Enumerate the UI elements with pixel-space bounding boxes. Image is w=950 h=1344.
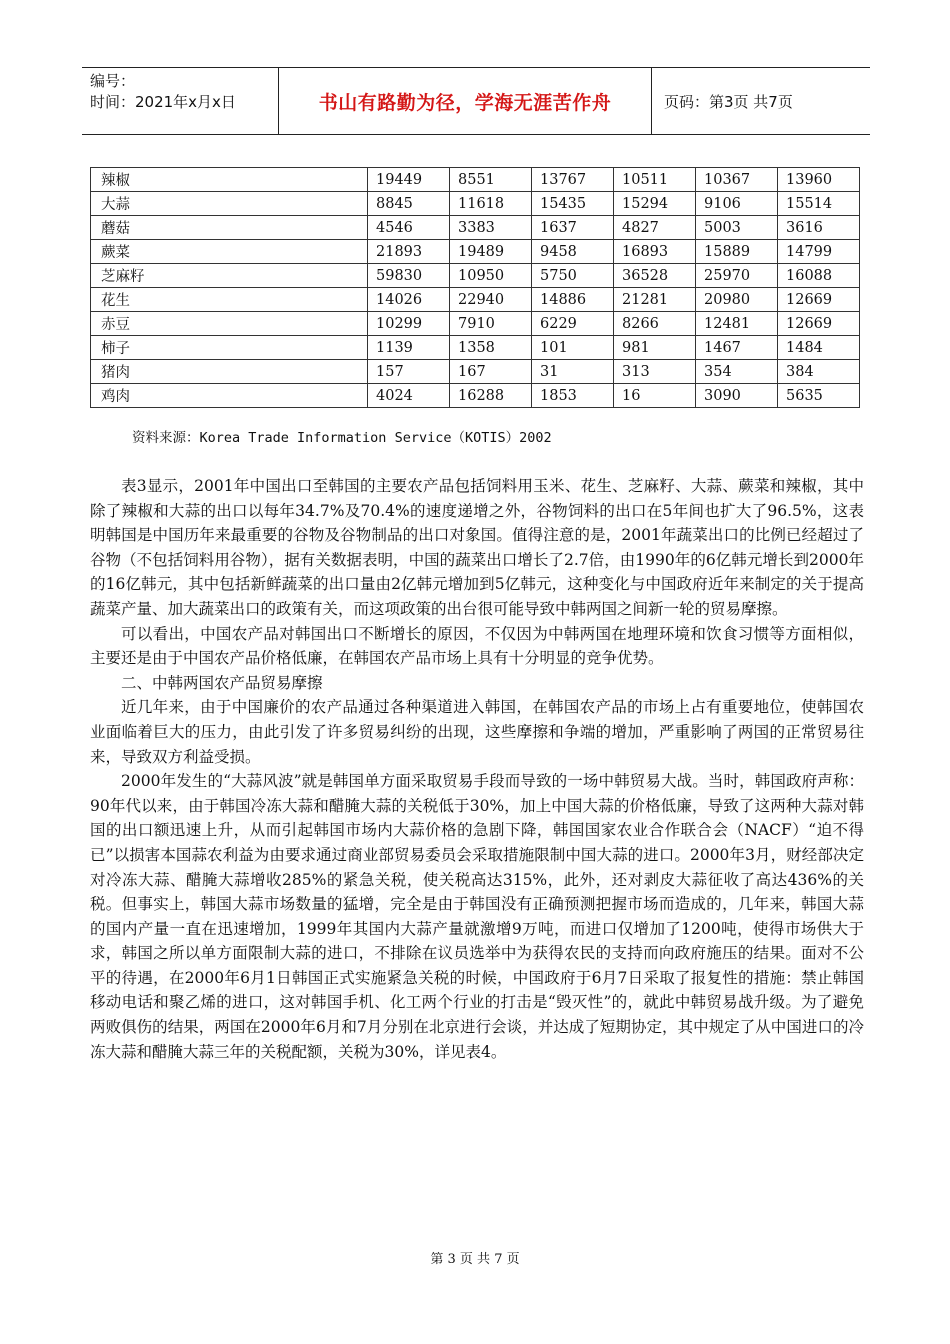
value-cell: 1358: [450, 336, 532, 360]
value-cell: 19489: [450, 240, 532, 264]
value-cell: 981: [614, 336, 696, 360]
paragraph: 表3显示，2001年中国出口至韩国的主要农产品包括饲料用玉米、花生、芝麻籽、大蒜、蕨菜和辣椒，其中除了辣椒和大蒜的出口以每年34.7%及70.4%的速度递增之外，谷物饲料的出口在5年间也扩大了96.5%，这表明韩国是中国历年来最重要的谷物及谷物制品的出口对象国。值得注意的是，2001年蔬菜出口的比例已经超过了谷物（不包括饲料用谷物），据有关数据表明，中国的蔬菜出口增长了2.7倍，由1990年的6亿韩元增长到2000年的16亿韩元，其中包括新鲜蔬菜的出口量由2亿韩元增加到5亿韩元，这种变化与中国政府近年来制定的关于提高蔬菜产量、加大蔬菜出口的政策有关，而这项政策的出台很可能导致中韩两国之间新一轮的贸易摩擦。: [90, 477, 864, 618]
paragraph: 可以看出，中国农产品对韩国出口不断增长的原因，不仅因为中韩两国在地理环境和饮食习惯等方面相似，主要还是由于中国农产品价格低廉，在韩国农产品市场上具有十分明显的竞争优势。: [90, 624, 864, 668]
value-cell: 3616: [778, 216, 860, 240]
table-row: [91, 288, 860, 312]
value-cell: 9106: [696, 192, 778, 216]
value-cell: 8551: [450, 168, 532, 192]
product-name-cell: 蘑菇: [91, 216, 368, 240]
value-cell: 101: [532, 336, 614, 360]
header-page-number: 页码：第3页 共7页: [664, 92, 793, 111]
value-cell: 384: [778, 360, 860, 384]
table-row: [91, 168, 860, 192]
doc-number-label: 编号：: [90, 72, 136, 90]
table-row: [91, 216, 860, 240]
value-cell: 3383: [450, 216, 532, 240]
value-cell: 313: [614, 360, 696, 384]
value-cell: 13767: [532, 168, 614, 192]
value-cell: 20980: [696, 288, 778, 312]
paragraph: 近几年来，由于中国廉价的农产品通过各种渠道进入韩国，在韩国农产品的市场上占有重要地位，使韩国农业面临着巨大的压力，由此引发了许多贸易纠纷的出现，这些摩擦和争端的增加，严重影响了两国的正常贸易往来，导致双方利益受损。: [90, 698, 864, 766]
value-cell: 14799: [778, 240, 860, 264]
value-cell: 5003: [696, 216, 778, 240]
value-cell: 59830: [368, 264, 450, 288]
value-cell: 11618: [450, 192, 532, 216]
value-cell: 25970: [696, 264, 778, 288]
product-name-cell: 辣椒: [91, 168, 368, 192]
value-cell: 14026: [368, 288, 450, 312]
table-row: [91, 264, 860, 288]
value-cell: 354: [696, 360, 778, 384]
product-name-cell: 蕨菜: [91, 240, 368, 264]
value-cell: 4827: [614, 216, 696, 240]
page-footer: 第 3 页 共 7 页: [430, 1252, 520, 1267]
value-cell: 15435: [532, 192, 614, 216]
product-name-cell: 柿子: [91, 336, 368, 360]
table-row: [91, 240, 860, 264]
value-cell: 10299: [368, 312, 450, 336]
value-cell: 16288: [450, 384, 532, 408]
value-cell: 16088: [778, 264, 860, 288]
value-cell: 8266: [614, 312, 696, 336]
value-cell: 15889: [696, 240, 778, 264]
table-row: [91, 360, 860, 384]
body-text: [90, 474, 864, 1064]
value-cell: 9458: [532, 240, 614, 264]
value-cell: 14886: [532, 288, 614, 312]
value-cell: 8845: [368, 192, 450, 216]
table-row: [91, 192, 860, 216]
section-heading: 二、中韩两国农产品贸易摩擦: [121, 673, 323, 692]
value-cell: 157: [368, 360, 450, 384]
export-table: [90, 167, 860, 408]
value-cell: 31: [532, 360, 614, 384]
value-cell: 12669: [778, 288, 860, 312]
value-cell: 7910: [450, 312, 532, 336]
value-cell: 5635: [778, 384, 860, 408]
product-name-cell: 大蒜: [91, 192, 368, 216]
value-cell: 4546: [368, 216, 450, 240]
value-cell: 167: [450, 360, 532, 384]
product-name-cell: 赤豆: [91, 312, 368, 336]
value-cell: 3090: [696, 384, 778, 408]
product-name-cell: 猪肉: [91, 360, 368, 384]
doc-time-label: 时间：2021年x月x日: [90, 93, 236, 111]
product-name-cell: 花生: [91, 288, 368, 312]
product-name-cell: 鸡肉: [91, 384, 368, 408]
value-cell: 10511: [614, 168, 696, 192]
table-row: [91, 312, 860, 336]
value-cell: 10950: [450, 264, 532, 288]
value-cell: 12481: [696, 312, 778, 336]
value-cell: 6229: [532, 312, 614, 336]
value-cell: 1853: [532, 384, 614, 408]
value-cell: 15294: [614, 192, 696, 216]
value-cell: 21893: [368, 240, 450, 264]
table-source: 资料来源：Korea Trade Information Service（KOTIS）2002: [132, 430, 552, 446]
value-cell: 1484: [778, 336, 860, 360]
header-meta: [82, 68, 279, 134]
value-cell: 16893: [614, 240, 696, 264]
product-name-cell: 芝麻籽: [91, 264, 368, 288]
value-cell: 19449: [368, 168, 450, 192]
value-cell: 15514: [778, 192, 860, 216]
page-header: [82, 67, 870, 135]
value-cell: 16: [614, 384, 696, 408]
value-cell: 13960: [778, 168, 860, 192]
value-cell: 12669: [778, 312, 860, 336]
value-cell: 1467: [696, 336, 778, 360]
value-cell: 22940: [450, 288, 532, 312]
value-cell: 1637: [532, 216, 614, 240]
paragraph: 2000年发生的“大蒜风波”就是韩国单方面采取贸易手段而导致的一场中韩贸易大战。当时，韩国政府声称：90年代以来，由于韩国冷冻大蒜和醋腌大蒜的关税低于30%，加上中国大蒜的价格低廉，导致了这两种大蒜对韩国的出口额迅速上升，从而引起韩国市场内大蒜价格的急剧下降，韩国国家农业合作联合会（NACF）“迫不得已”以损害本国蒜农利益为由要求通过商业部贸易委员会采取措施限制中国大蒜的进口。2000年3月，财经部决定对冷冻大蒜、醋腌大蒜增收285%的紧急关税，使关税高达315%，此外，还对剥皮大蒜征收了高达436%的关税。但事实上，韩国大蒜市场数量的猛增，完全是由于韩国没有正确预测把握市场而造成的，几年来，韩国大蒜的国内产量一直在迅速增加，1999年其国内大蒜产量就激增9万吨，而进口仅增加了1200吨，使得市场供大于求，韩国之所以单方面限制大蒜的进口，不排除在议员选举中为获得农民的支持而向政府施压的结果。面对不公平的待遇，在2000年6月1日韩国正式实施紧急关税的时候，中国政府于6月7日采取了报复性的措施：禁止韩国移动电话和聚乙烯的进口，这对韩国手机、化工两个行业的打击是“毁灭性”的，就此中韩贸易战升级。为了避免两败俱伤的结果，两国在2000年6月和7月分别在北京进行会谈，并达成了短期协定，其中规定了从中国进口的冷冻大蒜和醋腌大蒜三年的关税配额，关税为30%，详见表4。: [90, 772, 864, 1061]
table-row: [91, 336, 860, 360]
value-cell: 21281: [614, 288, 696, 312]
value-cell: 5750: [532, 264, 614, 288]
header-motto: 书山有路勤为径，学海无涯苦作舟: [279, 68, 652, 134]
value-cell: 10367: [696, 168, 778, 192]
value-cell: 36528: [614, 264, 696, 288]
value-cell: 4024: [368, 384, 450, 408]
table-row: [91, 384, 860, 408]
value-cell: 1139: [368, 336, 450, 360]
